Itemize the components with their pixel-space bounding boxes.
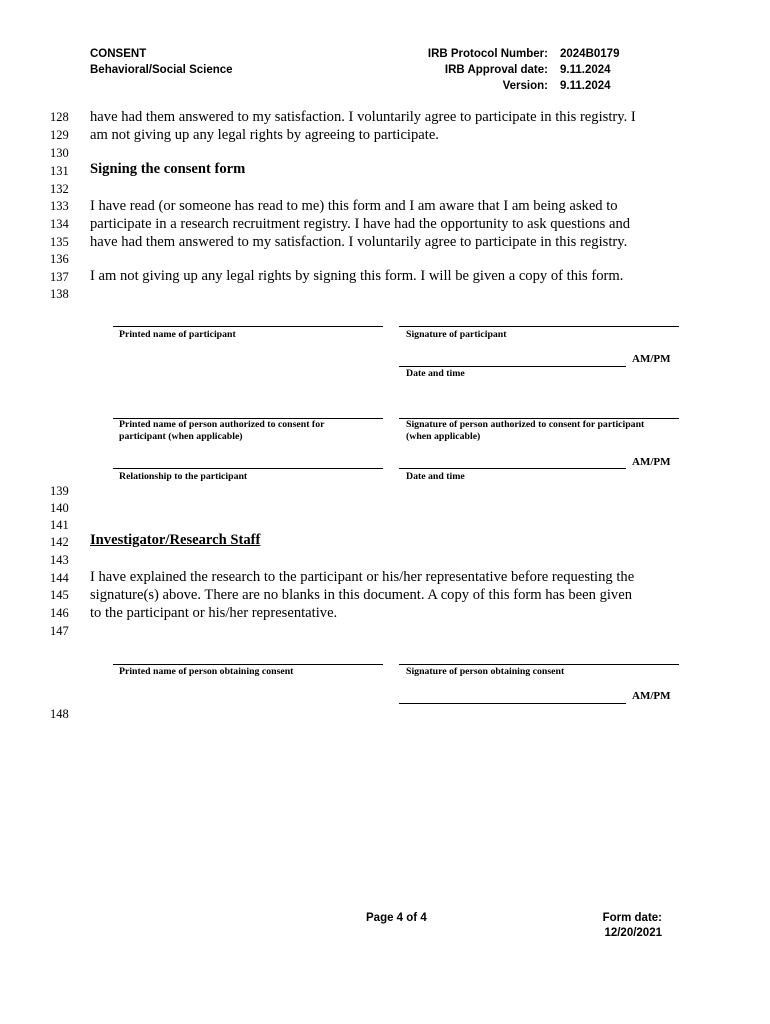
paragraph-line: participate in a research recruitment registry. I have had the opportunity to ask questions and [90, 216, 631, 232]
line-number: 132 [50, 182, 69, 196]
page-number: Page 4 of 4 [366, 912, 427, 924]
label-line: Printed name of person authorized to consent for [119, 419, 325, 430]
line-number: 137 [50, 270, 69, 284]
line-number: 147 [50, 624, 69, 638]
signature-obtaining-label: Signature of person obtaining consent [406, 666, 565, 677]
line-number: 146 [50, 606, 69, 620]
paragraph-line: have had them answered to my satisfaction. I voluntarily agree to participate in this registry. I [90, 109, 636, 125]
signature-authorized-label [406, 419, 644, 443]
line-number: 133 [50, 199, 69, 213]
ampm-label: AM/PM [632, 690, 671, 702]
relationship-line[interactable] [113, 468, 383, 469]
line-number: 130 [50, 146, 69, 160]
line-number: 139 [50, 484, 69, 498]
section-heading-signing: Signing the consent form [90, 161, 246, 177]
relationship-label: Relationship to the participant [119, 471, 248, 482]
signature-participant-label: Signature of participant [406, 329, 507, 340]
version-value: 9.11.2024 [560, 80, 611, 92]
label-line: (when applicable) [406, 431, 481, 442]
printed-name-obtaining-label: Printed name of person obtaining consent [119, 666, 294, 677]
label-line: Signature of person authorized to consent for participant [406, 419, 645, 430]
paragraph-line: signature(s) above. There are no blanks in this document. A copy of this form has been given [90, 587, 632, 603]
document-category: Behavioral/Social Science [90, 64, 233, 76]
line-number: 142 [50, 535, 69, 549]
line-number: 140 [50, 501, 69, 515]
paragraph-line: to the participant or his/her representative. [90, 605, 338, 621]
printed-name-authorized-label [119, 419, 324, 443]
form-date [603, 911, 662, 941]
signature-line[interactable] [399, 664, 679, 665]
irb-protocol-label: IRB Protocol Number: [427, 48, 548, 60]
irb-protocol-number: 2024B0179 [560, 48, 620, 60]
date-time-line[interactable] [399, 703, 626, 704]
line-number: 145 [50, 588, 69, 602]
document-type: CONSENT [90, 48, 147, 60]
paragraph-line: I have explained the research to the participant or his/her representative before requesting the [90, 569, 635, 585]
signature-line[interactable] [399, 326, 679, 327]
date-time-label: Date and time [406, 368, 465, 379]
date-time-line[interactable] [399, 468, 626, 469]
irb-approval-label: IRB Approval date: [444, 64, 548, 76]
line-number: 128 [50, 110, 69, 124]
ampm-label: AM/PM [632, 353, 671, 365]
form-date-value: 12/20/2021 [604, 927, 662, 939]
line-number: 131 [50, 164, 69, 178]
line-number: 144 [50, 571, 69, 585]
section-heading-investigator: Investigator/Research Staff [90, 532, 261, 548]
line-number: 138 [50, 287, 69, 301]
line-number: 136 [50, 252, 69, 266]
form-date-label: Form date: [602, 912, 662, 924]
line-number: 135 [50, 235, 69, 249]
paragraph-line: I am not giving up any legal rights by signing this form. I will be given a copy of this form. [90, 268, 624, 284]
line-number: 129 [50, 128, 69, 142]
version-label: Version: [502, 80, 548, 92]
paragraph-line: I have read (or someone has read to me) this form and I am aware that I am being asked to [90, 198, 618, 214]
printed-name-participant-label: Printed name of participant [119, 329, 236, 340]
signature-line[interactable] [113, 664, 383, 665]
line-number: 134 [50, 217, 69, 231]
line-number: 143 [50, 553, 69, 567]
date-time-label: Date and time [406, 471, 465, 482]
line-number: 148 [50, 707, 69, 721]
signature-line[interactable] [113, 326, 383, 327]
paragraph-line: am not giving up any legal rights by agreeing to participate. [90, 127, 439, 143]
irb-approval-date: 9.11.2024 [560, 64, 611, 76]
label-line: participant (when applicable) [119, 431, 243, 442]
line-number: 141 [50, 518, 69, 532]
date-time-line[interactable] [399, 366, 626, 367]
paragraph-line: have had them answered to my satisfaction. I voluntarily agree to participate in this registry. [90, 234, 628, 250]
ampm-label: AM/PM [632, 456, 671, 468]
